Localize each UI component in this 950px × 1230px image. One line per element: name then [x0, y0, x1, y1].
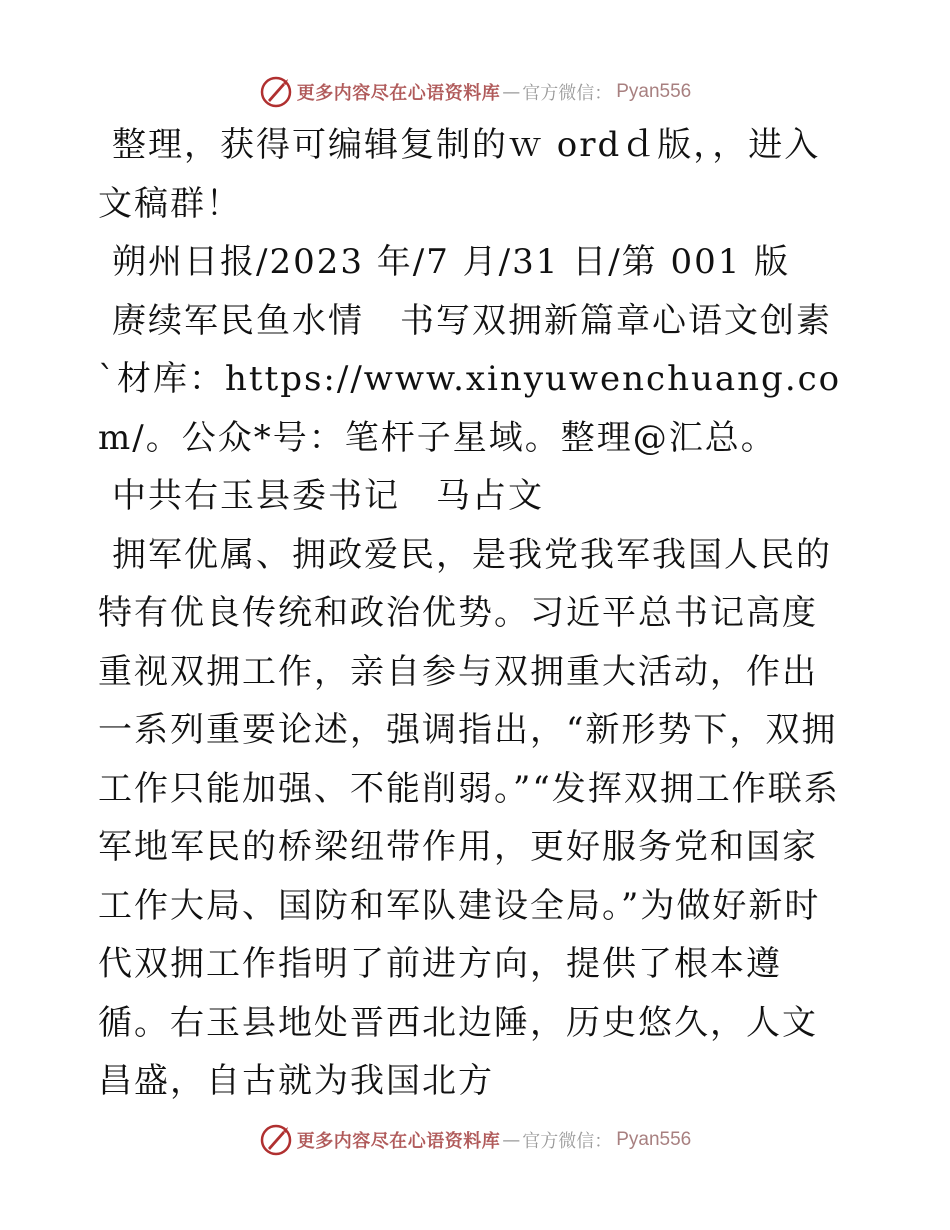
- author-line: 中共右玉县委书记 马占文: [112, 476, 544, 516]
- watermark-account: Pyan556: [616, 81, 692, 102]
- watermark-text: 更多内容尽在心语资料库: [296, 83, 501, 104]
- intro-paragraph: 整理，获得可编辑复制的ｗ ordｄ版，，进入文稿群！: [98, 125, 821, 224]
- footer-watermark-banner: [0, 1120, 950, 1160]
- quill-logo-icon: [259, 75, 293, 109]
- watermark-wechat-label: 官方微信：: [522, 83, 613, 104]
- watermark-dash: —: [502, 1129, 521, 1151]
- article-title: 赓续军民鱼水情 书写双拥新篇章心语文创素`材库：https://www.xinyuwenchuang.com/。公众*号：笔杆子星域。整理@汇总。: [98, 300, 842, 458]
- watermark-text: 更多内容尽在心语资料库: [296, 1131, 501, 1152]
- document-body: [98, 116, 850, 1111]
- header-watermark-banner: [0, 72, 950, 112]
- source-line: 朔州日报/2023 年/7 月/31 日/第 001 版: [112, 242, 791, 282]
- watermark-account: Pyan556: [616, 1129, 692, 1150]
- watermark-dash: —: [502, 81, 521, 103]
- watermark-wechat-label: 官方微信：: [522, 1131, 613, 1152]
- body-paragraph: 拥军优属、拥政爱民，是我党我军我国人民的特有优良传统和政治优势。习近平总书记高度重视双拥工作，亲自参与双拥重大活动，作出一系列重要论述，强调指出，“新形势下，双拥工作只能加强、不能削弱。”“发挥双拥工作联系军地军民的桥梁纽带作用，更好服务党和国家工作大局、国防和军队建设全局。”为做好新时代双拥工作指明了前进方向，提供了根本遵循。右玉县地处晋西北边陲，历史悠久，人文昌盛，自古就为我国北方: [98, 534, 840, 1101]
- quill-logo-icon: [259, 1123, 293, 1157]
